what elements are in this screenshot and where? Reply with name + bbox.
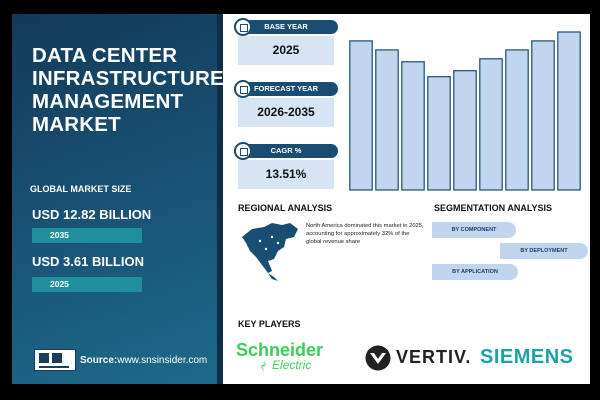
infographic-frame	[12, 14, 590, 384]
chart-bar	[558, 32, 580, 190]
chart-bar	[428, 77, 450, 190]
vertiv-logo-text: VERTIV.	[396, 347, 472, 367]
left-panel	[12, 14, 223, 384]
title-line: INFRASTRUCTURE	[32, 67, 224, 90]
cagr-value: 13.51%	[238, 160, 334, 189]
chart-bar	[532, 41, 554, 190]
logo-line	[39, 366, 69, 368]
chart-bar	[480, 59, 502, 190]
global-market-size-label: GLOBAL MARKET SIZE	[30, 184, 132, 194]
chart-bar	[376, 50, 398, 190]
segment-by-application: BY APPLICATION	[432, 264, 518, 280]
market-bar-chart	[342, 24, 586, 192]
title-line: MANAGEMENT	[32, 90, 184, 113]
market-value-2025: USD 3.61 BILLION	[32, 254, 144, 269]
title-line: DATA CENTER	[32, 44, 178, 67]
siemens-logo-text: SIEMENS	[480, 346, 574, 368]
source-label: Source:	[80, 355, 118, 366]
logo-block	[39, 353, 49, 363]
chart-bar	[350, 41, 372, 190]
forecast-year-label: FORECAST YEAR	[234, 82, 338, 96]
segment-by-deployment: BY DEPLOYMENT	[500, 243, 588, 259]
schneider-electric-text: Electric	[272, 358, 312, 372]
chart-bar	[506, 50, 528, 190]
key-players-heading: KEY PLAYERS	[238, 319, 301, 329]
segment-by-component: BY COMPONENT	[432, 222, 516, 238]
chart-bar	[454, 71, 476, 190]
base-year-value: 2025	[238, 36, 334, 65]
market-title	[32, 44, 222, 136]
source-url: www.snsinsider.com	[117, 355, 208, 366]
segmentation-heading: SEGMENTATION ANALYSIS	[434, 203, 553, 213]
sns-insider-logo	[34, 349, 76, 371]
base-year-label: BASE YEAR	[234, 20, 338, 34]
calendar-icon	[234, 18, 252, 36]
north-america-map-icon	[238, 221, 304, 281]
schneider-mark-icon	[258, 360, 270, 372]
source-line	[80, 355, 207, 366]
schneider-logo-text: Schneider	[236, 340, 324, 360]
chart-bar	[402, 62, 424, 190]
trend-chart-icon	[234, 80, 252, 98]
year-badge-2035: 2035	[32, 228, 142, 243]
regional-heading: REGIONAL ANALYSIS	[238, 203, 333, 213]
market-value-2035: USD 12.82 BILLION	[32, 207, 152, 222]
regional-summary: North America dominated this market in 2025, accounting for approximately 32% of the global revenue share	[306, 223, 424, 245]
cagr-label: CAGR %	[234, 144, 338, 158]
logo-block	[52, 353, 62, 363]
forecast-year-value: 2026-2035	[238, 98, 334, 127]
year-badge-2025: 2025	[32, 277, 142, 292]
growth-icon	[234, 142, 252, 160]
vertiv-logo-icon	[364, 345, 392, 371]
title-line: MARKET	[32, 113, 121, 136]
